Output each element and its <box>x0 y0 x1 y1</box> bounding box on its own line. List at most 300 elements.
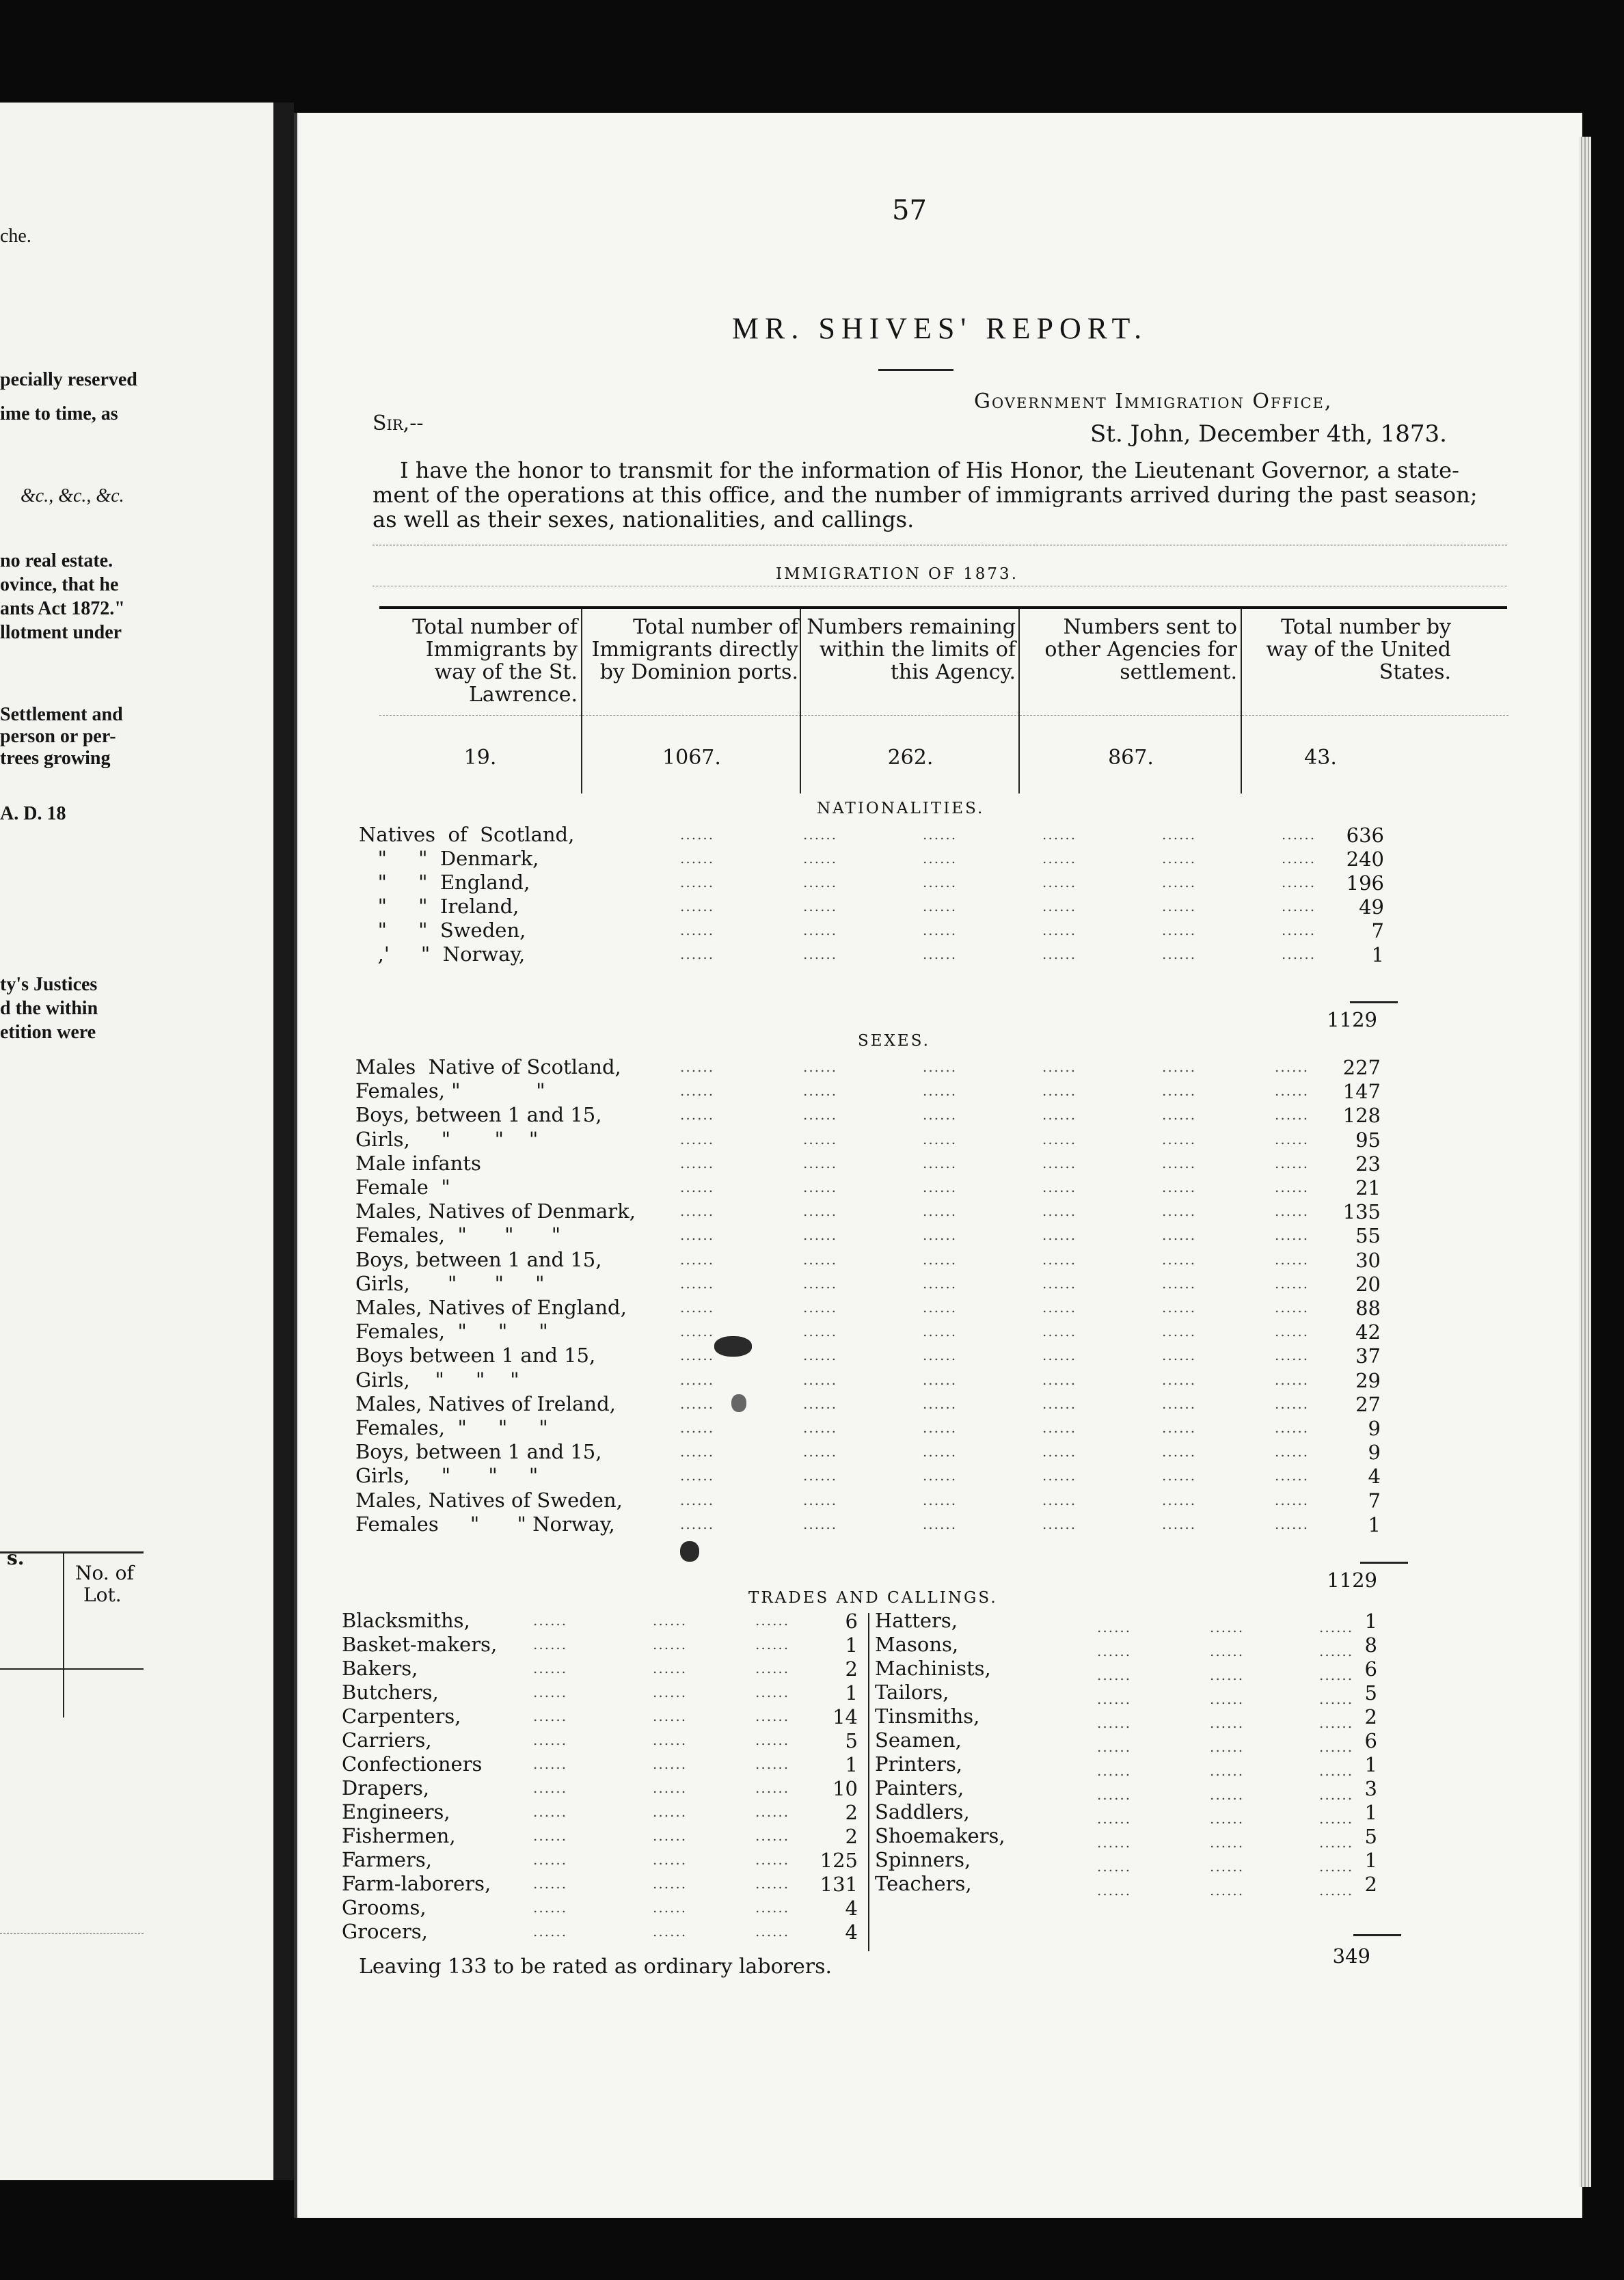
dot-leader: ...... <box>1042 874 1077 891</box>
dot-leader: ...... <box>533 1828 568 1844</box>
dot-leader: ...... <box>1042 1059 1077 1075</box>
dot-leader: ...... <box>923 874 958 891</box>
immigration-col-5 <box>1241 609 1508 793</box>
dot-leader: ...... <box>1162 1395 1197 1412</box>
trade-label: Grocers, <box>342 1920 428 1943</box>
left-page-text-fragment: pecially reserved <box>0 369 137 390</box>
dot-leader: ...... <box>1319 1858 1354 1875</box>
dot-leader: ...... <box>1210 1858 1245 1875</box>
trade-label: Fishermen, <box>342 1824 456 1847</box>
immigration-col-value: 262. <box>887 746 934 770</box>
dot-leader: ...... <box>1042 1420 1077 1436</box>
dot-leader: ...... <box>1097 1667 1132 1683</box>
sex-row-value: 27 <box>1355 1392 1381 1416</box>
dot-leader: ...... <box>653 1875 688 1892</box>
dot-leader: ...... <box>923 1227 958 1244</box>
sexes-total: 1129 <box>1327 1569 1377 1592</box>
nationality-value: 49 <box>1359 895 1384 919</box>
sex-row-value: 37 <box>1355 1344 1381 1368</box>
dot-leader: ...... <box>533 1636 568 1653</box>
title-rule <box>878 369 953 371</box>
dot-leader: ...... <box>1042 1154 1077 1171</box>
dot-leader: ...... <box>1162 1443 1197 1461</box>
dot-leader: ...... <box>1042 1130 1077 1148</box>
col-dash <box>379 715 581 716</box>
nationality-value: 7 <box>1371 919 1384 942</box>
dot-leader: ...... <box>1210 1619 1245 1636</box>
dot-leader: ...... <box>1210 1643 1245 1659</box>
sex-row-value: 147 <box>1342 1080 1381 1104</box>
dot-leader: ...... <box>1042 1227 1077 1244</box>
trades-total-rule <box>1353 1934 1401 1936</box>
dot-leader: ...... <box>1275 1275 1310 1292</box>
nationalities-heading: NATIONALITIES. <box>817 800 985 817</box>
trade-value: 1 <box>845 1633 858 1657</box>
dot-leader: ...... <box>1097 1643 1132 1659</box>
dot-leader: ...... <box>1042 1179 1077 1195</box>
dot-leader: ...... <box>1275 1347 1310 1364</box>
dot-leader: ...... <box>923 1515 958 1532</box>
salutation: Sir,-- <box>373 411 424 435</box>
dot-leader: ...... <box>1162 1179 1197 1195</box>
dot-leader: ...... <box>653 1684 688 1700</box>
dot-leader: ...... <box>1210 1691 1245 1707</box>
dot-leader: ...... <box>1097 1882 1132 1899</box>
dot-leader: ...... <box>923 1491 958 1508</box>
dot-leader: ...... <box>1162 1491 1197 1508</box>
dot-leader: ...... <box>923 1371 958 1388</box>
dot-leader: ...... <box>803 1107 838 1124</box>
sex-row-value: 30 <box>1355 1248 1381 1272</box>
dot-leader: ...... <box>803 1083 838 1100</box>
sex-row-label: Males, Natives of Ireland, <box>355 1392 616 1415</box>
trade-value: 8 <box>1364 1633 1377 1657</box>
dot-leader: ...... <box>923 826 958 843</box>
immigration-col-3 <box>800 609 1020 793</box>
dot-leader: ...... <box>680 874 715 891</box>
sex-row-value: 227 <box>1342 1056 1381 1079</box>
trade-value: 10 <box>833 1777 858 1800</box>
dot-leader: ...... <box>923 946 958 962</box>
dot-leader: ...... <box>923 1467 958 1484</box>
dot-leader: ...... <box>653 1660 688 1677</box>
dot-leader: ...... <box>755 1708 790 1724</box>
dot-leader: ...... <box>803 1251 838 1268</box>
book-gutter <box>273 103 294 2180</box>
dot-leader: ...... <box>1275 1130 1310 1148</box>
dot-leader: ...... <box>1275 1107 1310 1124</box>
dot-leader: ...... <box>923 922 958 938</box>
trades-heading: TRADES AND CALLINGS. <box>748 1589 998 1607</box>
trade-label: Saddlers, <box>875 1800 970 1823</box>
immigration-col-4 <box>1018 609 1242 793</box>
trade-value: 2 <box>845 1657 858 1681</box>
dot-leader: ...... <box>1319 1882 1354 1899</box>
dot-leader: ...... <box>1275 1491 1310 1508</box>
dot-leader: ...... <box>755 1612 790 1629</box>
immigration-col-2 <box>581 609 801 793</box>
trade-label: Shoemakers, <box>875 1824 1005 1847</box>
dot-leader: ...... <box>1275 1251 1310 1268</box>
dot-leader: ...... <box>653 1756 688 1772</box>
dot-leader: ...... <box>1042 898 1077 914</box>
dot-leader: ...... <box>1210 1834 1245 1851</box>
dot-leader: ...... <box>680 826 715 843</box>
dot-leader: ...... <box>1319 1715 1354 1731</box>
col-dash <box>582 715 801 716</box>
trade-value: 1 <box>845 1753 858 1776</box>
dot-leader: ...... <box>1097 1834 1132 1851</box>
immigration-col-header: Total number by way of the United States. <box>1266 615 1451 684</box>
dot-leader: ...... <box>1162 1203 1197 1220</box>
dot-leader: ...... <box>1275 1179 1310 1195</box>
dot-leader: ...... <box>1275 1515 1310 1532</box>
dot-leader: ...... <box>1282 850 1316 867</box>
dot-leader: ...... <box>653 1899 688 1916</box>
left-table-lot-label-1: No. of <box>75 1562 134 1584</box>
dot-leader: ...... <box>1319 1787 1354 1803</box>
sexes-total-rule <box>1360 1562 1408 1564</box>
left-page-text-fragment: ants Act 1872." <box>0 598 125 619</box>
dot-leader: ...... <box>1162 946 1197 962</box>
dot-leader: ...... <box>803 1203 838 1220</box>
dot-leader: ...... <box>1097 1787 1132 1803</box>
dot-leader: ...... <box>1162 1515 1197 1532</box>
dot-leader: ...... <box>1042 850 1077 867</box>
page-number: 57 <box>892 195 927 226</box>
dot-leader: ...... <box>533 1756 568 1772</box>
dot-leader: ...... <box>1097 1763 1132 1779</box>
trade-label: Tailors, <box>875 1681 949 1704</box>
nationality-label: Natives of Scotland, <box>359 823 575 846</box>
dot-leader: ...... <box>1097 1739 1132 1755</box>
dot-leader: ...... <box>533 1708 568 1724</box>
sex-row-label: Females, " " " <box>355 1223 561 1247</box>
trade-label: Confectioners <box>342 1752 483 1776</box>
dot-leader: ...... <box>755 1923 790 1940</box>
sex-row-value: 20 <box>1355 1272 1381 1296</box>
report-date: St. John, December 4th, 1873. <box>1090 420 1447 448</box>
sex-row-value: 95 <box>1355 1128 1381 1152</box>
dot-leader: ...... <box>923 1275 958 1292</box>
left-page-table <box>0 1547 144 1731</box>
dot-leader: ...... <box>803 826 838 843</box>
dot-leader: ...... <box>1042 1323 1077 1340</box>
left-page-text-fragment: Settlement and <box>0 704 123 725</box>
dot-leader: ...... <box>533 1875 568 1892</box>
dot-leader: ...... <box>1162 1107 1197 1124</box>
sex-row-label: Females, " " <box>355 1079 545 1103</box>
trade-label: Tinsmiths, <box>875 1705 980 1728</box>
dot-leader: ...... <box>680 1467 715 1484</box>
trade-value: 131 <box>820 1873 858 1896</box>
trade-label: Painters, <box>875 1776 964 1800</box>
report-title: MR. SHIVES' REPORT. <box>731 312 1148 345</box>
dot-leader: ...... <box>1097 1810 1132 1827</box>
dot-leader: ...... <box>680 1420 715 1436</box>
dot-leader: ...... <box>1275 1299 1310 1316</box>
sex-row-label: Females " " Norway, <box>355 1512 615 1536</box>
trade-value: 6 <box>845 1610 858 1633</box>
dot-leader: ...... <box>1162 1371 1197 1388</box>
trade-label: Spinners, <box>875 1848 971 1871</box>
dot-leader: ...... <box>1210 1882 1245 1899</box>
dot-leader: ...... <box>533 1923 568 1940</box>
dot-leader: ...... <box>923 850 958 867</box>
dot-leader: ...... <box>803 1059 838 1075</box>
trade-label: Carpenters, <box>342 1705 461 1728</box>
trade-value: 1 <box>1364 1849 1377 1872</box>
dot-leader: ...... <box>803 946 838 962</box>
dot-leader: ...... <box>1042 1443 1077 1461</box>
dot-leader: ...... <box>923 1395 958 1412</box>
trade-label: Grooms, <box>342 1896 427 1919</box>
dot-leader: ...... <box>803 1227 838 1244</box>
intro-line-2: ment of the operations at this office, and the number of immigrants arrived during the past season; <box>373 482 1478 508</box>
nationality-value: 1 <box>1371 943 1384 966</box>
dot-leader: ...... <box>1210 1739 1245 1755</box>
intro-paragraph <box>373 458 1521 532</box>
trade-label: Farm-laborers, <box>342 1872 491 1895</box>
dot-leader: ...... <box>1042 946 1077 962</box>
sex-row-label: Boys, between 1 and 15, <box>355 1440 602 1464</box>
dot-leader: ...... <box>1042 1299 1077 1316</box>
dot-leader: ...... <box>1319 1691 1354 1707</box>
dot-leader: ...... <box>1319 1667 1354 1683</box>
dot-leader: ...... <box>1162 1323 1197 1340</box>
dot-leader: ...... <box>923 1179 958 1195</box>
dot-leader: ...... <box>755 1660 790 1677</box>
dot-leader: ...... <box>1162 850 1197 867</box>
dot-leader: ...... <box>1162 1420 1197 1436</box>
sex-row-value: 9 <box>1368 1417 1381 1440</box>
trade-value: 14 <box>833 1705 858 1728</box>
immigration-col-header: Total number of Immigrants directly by Dominion ports. <box>591 615 798 684</box>
trade-value: 125 <box>820 1849 858 1872</box>
trade-label: Machinists, <box>875 1657 991 1680</box>
dot-leader: ...... <box>1162 1227 1197 1244</box>
dot-leader: ...... <box>1210 1715 1245 1731</box>
immigration-col-value: 867. <box>1108 746 1154 770</box>
dot-leader: ...... <box>1042 1347 1077 1364</box>
ink-blot <box>731 1394 746 1412</box>
dot-leader: ...... <box>1162 1130 1197 1148</box>
dot-leader: ...... <box>653 1780 688 1796</box>
dot-leader: ...... <box>923 1299 958 1316</box>
dot-leader: ...... <box>1210 1787 1245 1803</box>
trade-value: 4 <box>845 1921 858 1944</box>
dot-leader: ...... <box>1319 1739 1354 1755</box>
dot-leader: ...... <box>1162 1083 1197 1100</box>
left-page-text-fragment: ovince, that he <box>0 574 119 595</box>
dot-leader: ...... <box>803 898 838 914</box>
trade-value: 2 <box>845 1801 858 1824</box>
dot-leader: ...... <box>1210 1667 1245 1683</box>
dot-leader: ...... <box>680 1323 715 1340</box>
left-page-text-fragment: ime to time, as <box>0 403 118 424</box>
intro-line-1: I have the honor to transmit for the information of His Honor, the Lieutenant Governor, a state- <box>400 457 1459 483</box>
dot-leader: ...... <box>653 1923 688 1940</box>
left-table-col-label: s. <box>7 1547 25 1569</box>
left-page-text-fragment: etition were <box>0 1022 96 1043</box>
dot-leader: ...... <box>923 1347 958 1364</box>
immigration-col-header: Numbers sent to other Agencies for settlement. <box>1044 615 1237 684</box>
col-dash <box>1242 715 1508 716</box>
dot-leader: ...... <box>755 1732 790 1748</box>
left-page-text-fragment: A. D. 18 <box>0 803 66 824</box>
dot-leader: ...... <box>1319 1763 1354 1779</box>
trade-label: Engineers, <box>342 1800 450 1823</box>
dot-leader: ...... <box>680 1299 715 1316</box>
dot-leader: ...... <box>1275 1083 1310 1100</box>
immigration-col-value: 19. <box>463 746 497 770</box>
dot-leader: ...... <box>1162 1467 1197 1484</box>
dot-leader: ...... <box>653 1612 688 1629</box>
nationalities-total: 1129 <box>1327 1008 1377 1031</box>
nationalities-total-rule <box>1350 1001 1398 1003</box>
office-heading: Government Immigration Office, <box>974 390 1333 413</box>
dot-leader: ...... <box>1162 1347 1197 1364</box>
dot-leader: ...... <box>1042 922 1077 938</box>
dot-leader: ...... <box>803 1275 838 1292</box>
trade-value: 5 <box>845 1729 858 1752</box>
immigration-heading: IMMIGRATION OF 1873. <box>776 565 1019 583</box>
immigration-col-header: Total number of Immigrants by way of the St. Lawrence. <box>412 615 578 707</box>
sex-row-label: Girls, " " " <box>355 1127 539 1151</box>
sex-row-label: Boys between 1 and 15, <box>355 1344 596 1368</box>
sexes-heading: SEXES. <box>858 1032 930 1050</box>
dot-leader: ...... <box>1275 1467 1310 1484</box>
dot-leader: ...... <box>680 1443 715 1461</box>
dot-leader: ...... <box>1162 1275 1197 1292</box>
trades-footer: Leaving 133 to be rated as ordinary laborers. <box>359 1955 833 1979</box>
dot-leader: ...... <box>680 898 715 914</box>
dot-leader: ...... <box>1162 1154 1197 1171</box>
dot-leader: ...... <box>803 1515 838 1532</box>
dot-leader: ...... <box>653 1636 688 1653</box>
dot-leader: ...... <box>923 1251 958 1268</box>
dot-leader: ...... <box>680 1203 715 1220</box>
dot-leader: ...... <box>1282 874 1316 891</box>
left-page-text-fragment: trees growing <box>0 748 111 769</box>
trade-value: 6 <box>1364 1657 1377 1681</box>
dot-leader: ...... <box>923 1083 958 1100</box>
dot-leader: ...... <box>680 1179 715 1195</box>
dot-leader: ...... <box>923 1420 958 1436</box>
dot-leader: ...... <box>1282 922 1316 938</box>
dot-leader: ...... <box>680 1251 715 1268</box>
dot-leader: ...... <box>1042 1515 1077 1532</box>
dot-leader: ...... <box>803 1323 838 1340</box>
trade-label: Teachers, <box>875 1872 972 1895</box>
dot-leader: ...... <box>1319 1834 1354 1851</box>
sex-row-label: Boys, between 1 and 15, <box>355 1103 602 1127</box>
sex-row-value: 1 <box>1368 1512 1381 1536</box>
immigration-col-1 <box>379 609 581 793</box>
sex-row-label: Girls, " " " <box>355 1271 545 1295</box>
trade-label: Farmers, <box>342 1848 432 1871</box>
dot-leader: ...... <box>1275 1420 1310 1436</box>
dot-leader: ...... <box>803 1420 838 1436</box>
dot-leader: ...... <box>923 1130 958 1148</box>
sex-row-label: Males, Natives of England, <box>355 1296 627 1319</box>
dot-leader: ...... <box>1162 874 1197 891</box>
dot-leader: ...... <box>533 1804 568 1820</box>
trades-total: 349 <box>1332 1944 1370 1968</box>
dot-leader: ...... <box>680 1371 715 1388</box>
left-page-text-fragment: &c., &c., &c. <box>21 485 124 506</box>
dot-leader: ...... <box>923 1203 958 1220</box>
dot-leader: ...... <box>803 850 838 867</box>
left-page-text-fragment: che. <box>0 226 31 247</box>
trade-value: 5 <box>1364 1825 1377 1848</box>
trade-label: Seamen, <box>875 1728 962 1752</box>
left-page-text-fragment: llotment under <box>0 622 122 643</box>
dot-leader: ...... <box>1275 1395 1310 1412</box>
sex-row-label: Male infants <box>355 1151 481 1175</box>
dot-leader: ...... <box>923 898 958 914</box>
trade-label: Carriers, <box>342 1728 432 1752</box>
immigration-table <box>379 606 1507 770</box>
dot-leader: ...... <box>1042 1107 1077 1124</box>
dot-leader: ...... <box>680 1107 715 1124</box>
dot-leader: ...... <box>680 1083 715 1100</box>
dot-leader: ...... <box>653 1708 688 1724</box>
nationality-value: 196 <box>1346 871 1384 895</box>
dot-leader: ...... <box>1282 898 1316 914</box>
trade-label: Printers, <box>875 1752 963 1776</box>
trades-divider <box>868 1613 869 1951</box>
col-dash <box>801 715 1020 716</box>
dot-leader: ...... <box>653 1804 688 1820</box>
dot-leader: ...... <box>1042 1275 1077 1292</box>
dot-leader: ...... <box>755 1875 790 1892</box>
dot-leader: ...... <box>680 1130 715 1148</box>
dot-leader: ...... <box>680 1275 715 1292</box>
dot-leader: ...... <box>923 1443 958 1461</box>
trade-value: 6 <box>1364 1729 1377 1752</box>
trade-label: Drapers, <box>342 1776 430 1800</box>
sex-row-value: 9 <box>1368 1441 1381 1465</box>
dot-leader: ...... <box>533 1612 568 1629</box>
dot-leader: ...... <box>755 1756 790 1772</box>
dot-leader: ...... <box>1162 1299 1197 1316</box>
dot-leader: ...... <box>1042 1467 1077 1484</box>
sex-row-value: 42 <box>1355 1320 1381 1344</box>
dot-leader: ...... <box>1042 1083 1077 1100</box>
left-table-lot-label-2: Lot. <box>83 1584 122 1606</box>
sex-row-value: 29 <box>1355 1368 1381 1392</box>
dot-leader: ...... <box>680 1395 715 1412</box>
dot-leader: ...... <box>755 1780 790 1796</box>
ink-blot <box>680 1541 699 1562</box>
dot-leader: ...... <box>533 1780 568 1796</box>
col-dash <box>1020 715 1242 716</box>
dot-leader: ...... <box>803 922 838 938</box>
trade-label: Masons, <box>875 1633 959 1656</box>
sex-row-value: 23 <box>1355 1152 1381 1176</box>
trade-value: 3 <box>1364 1777 1377 1800</box>
dot-leader: ...... <box>680 946 715 962</box>
dot-leader: ...... <box>1042 1491 1077 1508</box>
trade-value: 1 <box>1364 1801 1377 1824</box>
nationality-label: " " Denmark, <box>359 847 539 870</box>
dot-leader: ...... <box>680 1227 715 1244</box>
dot-leader: ...... <box>1042 1395 1077 1412</box>
dot-leader: ...... <box>653 1828 688 1844</box>
trade-label: Butchers, <box>342 1681 439 1704</box>
nationality-label: " " Sweden, <box>359 919 526 942</box>
